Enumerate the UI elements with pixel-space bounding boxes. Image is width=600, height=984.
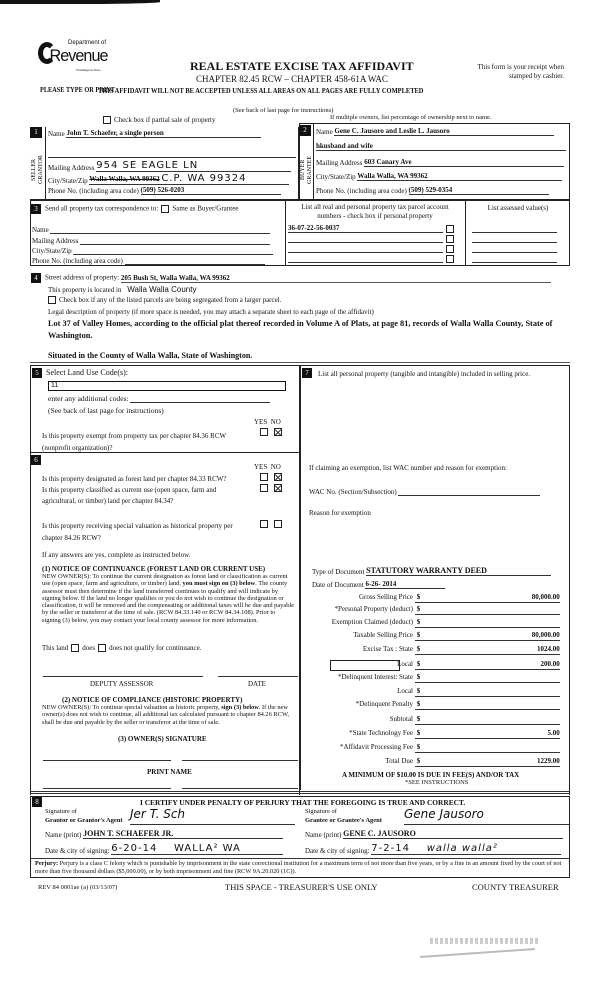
- personal-property-checkbox[interactable]: [446, 225, 454, 233]
- total-label: Taxable Selling Price: [353, 631, 413, 639]
- assessed-value[interactable]: [472, 244, 557, 253]
- seller-city[interactable]: C.P. WA 99324: [161, 173, 247, 184]
- treasurer-stamp: [430, 938, 540, 944]
- receipt-note: This form is your receipt when stamped by cashier.: [477, 63, 564, 80]
- total-label: Exemption Claimed (deduct): [331, 618, 413, 626]
- scan-smudge: [0, 0, 160, 4]
- corr-city[interactable]: [73, 246, 273, 255]
- grantee-date[interactable]: 7-2-14: [371, 843, 410, 854]
- current-use-yes-checkbox[interactable]: [260, 484, 268, 492]
- parcel-number[interactable]: [288, 244, 443, 253]
- form-title: REAL ESTATE EXCISE TAX AFFIDAVIT: [190, 59, 414, 73]
- total-label: Subtotal: [389, 715, 413, 723]
- corr-mailing[interactable]: [80, 236, 270, 245]
- total-value-field[interactable]: $ 5.00: [416, 729, 560, 737]
- parcel-number[interactable]: [288, 254, 443, 263]
- total-row: [310, 700, 560, 710]
- assessed-value[interactable]: [472, 254, 557, 263]
- grantor-date[interactable]: 6-20-14: [111, 843, 158, 854]
- additional-codes-input[interactable]: [130, 394, 270, 403]
- owner-signature-line[interactable]: [182, 760, 298, 761]
- total-row: [310, 687, 560, 697]
- dor-logo: Department of Revenue Washington State: [38, 38, 128, 80]
- personal-property-checkbox[interactable]: [446, 245, 454, 253]
- total-value-field[interactable]: $: [415, 673, 560, 683]
- grantor-name[interactable]: JOHN T. SCHAEFER JR.: [83, 829, 283, 839]
- seller-name[interactable]: John T. Schaefer, a single person: [66, 129, 261, 138]
- seller-mailing[interactable]: 954 SE EAGLE LN: [96, 160, 291, 172]
- property-county[interactable]: Walla Walla County: [127, 285, 197, 294]
- buyer-city[interactable]: Walla Walla, WA 99362: [357, 172, 562, 181]
- print-name-line[interactable]: [43, 788, 171, 789]
- total-value: 5.00: [547, 729, 560, 737]
- parcel-number[interactable]: [288, 234, 443, 243]
- corr-name[interactable]: [50, 225, 270, 234]
- total-row: [310, 618, 560, 628]
- assessed-value[interactable]: [472, 224, 557, 233]
- total-row: [310, 673, 560, 683]
- document-type[interactable]: STATUTORY WARRANTY DEED: [366, 566, 551, 576]
- buyer-name-2[interactable]: hkusband and wife: [316, 142, 566, 151]
- historic-no-checkbox[interactable]: [274, 520, 282, 528]
- total-label: Local: [397, 660, 413, 668]
- land-use-code-input[interactable]: 11: [48, 381, 286, 391]
- print-name-line[interactable]: [182, 788, 298, 789]
- total-value-field[interactable]: $ 200.00: [416, 660, 560, 668]
- local-code-box[interactable]: [330, 660, 400, 671]
- total-label: Excise Tax : State: [362, 645, 413, 653]
- notice-continuance-text: NEW OWNER(S): To continue the current designation as forest land or classification as current use (open space, farm and agriculture, or timber) land, you must sign on (3) below. The county assessor must then determine if the land transferred continues to qualify and will indicate by signing below. If the land no longer qualifies or you do not wish to continue the designation or classification, it will be removed and the compensating or additional taxes will be due and payable by the seller or transferor at the time of sale. (RCW 84.33.140 or RCW 84.34.108). Prior to signing (3) below, you may contact your local county assessor for more information.: [42, 573, 294, 624]
- total-value-field[interactable]: $ 1229.00: [416, 757, 560, 765]
- total-row: [310, 605, 560, 615]
- total-label: *Delinquent Penalty: [355, 700, 413, 708]
- total-value-field[interactable]: $ 80,000.00: [416, 631, 560, 639]
- total-value-field[interactable]: $: [415, 743, 560, 753]
- total-value-field[interactable]: $: [415, 700, 560, 710]
- total-value-field[interactable]: $: [415, 687, 560, 697]
- forest-no-checkbox[interactable]: [274, 473, 282, 481]
- exempt-yes-checkbox[interactable]: [260, 428, 268, 436]
- historic-yes-checkbox[interactable]: [260, 520, 268, 528]
- wac-number-input[interactable]: [398, 487, 540, 496]
- owner-signature-line[interactable]: [43, 760, 171, 761]
- total-row: [310, 757, 560, 767]
- total-label: Local: [397, 687, 413, 695]
- total-value: 1229.00: [537, 757, 560, 765]
- grantee-name[interactable]: GENE C. JAUSORO: [343, 829, 563, 839]
- treasurer-stamp-line: [420, 948, 535, 958]
- total-value: 1024.00: [537, 645, 560, 653]
- total-value: 200.00: [540, 660, 560, 668]
- total-row: [310, 631, 560, 641]
- personal-property-checkbox[interactable]: [446, 235, 454, 243]
- exempt-no-checkbox[interactable]: [274, 428, 282, 436]
- perjury-notice: Perjury: Perjury is a class C felony which is punishable by imprisonment in the state correctional institution for a maximum term of not more than five years, or by a fine in an amount fixed by the court of not more than five thousand dollars ($5,000.00), or by both imprisonment and fine (RCW 9A.20.020 (1C)).: [35, 860, 562, 875]
- total-label: *Delinquent Interest: State: [337, 673, 413, 681]
- total-row: [310, 715, 560, 725]
- total-value: 80,000.00: [531, 593, 560, 601]
- legal-description[interactable]: Lot 37 of Valley Homes, according to the official plat thereof recorded in Volume A of Plats, at page 81, records of Walla Walla County, State of Washington.: [48, 319, 553, 340]
- total-label: Gross Selling Price: [358, 593, 413, 601]
- total-row: [310, 743, 560, 753]
- segregated-checkbox[interactable]: [48, 296, 56, 304]
- total-label: *State Technology Fee: [349, 729, 413, 737]
- total-value-field[interactable]: $ 80,000.00: [416, 593, 560, 601]
- total-value-field[interactable]: $ 1024.00: [416, 645, 560, 653]
- current-use-no-checkbox[interactable]: [274, 484, 282, 492]
- corr-phone[interactable]: [125, 256, 265, 265]
- form-warning: THIS AFFIDAVIT WILL NOT BE ACCEPTED UNLESS ALL AREAS ON ALL PAGES ARE FULLY COMPLETED: [98, 86, 424, 95]
- total-row: [310, 645, 560, 655]
- grantor-signature[interactable]: Jer T. Sch: [130, 807, 295, 825]
- total-label: *Personal Property (deduct): [334, 605, 413, 613]
- land-does-checkbox[interactable]: [71, 644, 79, 652]
- partial-sale-checkbox[interactable]: [103, 116, 111, 124]
- total-row: [310, 729, 560, 739]
- buyer-mailing[interactable]: 603 Canary Ave: [364, 158, 564, 167]
- buyer-name[interactable]: Gene C. Jausoro and Leslie L. Jausoro: [334, 127, 554, 136]
- notice-compliance-text: NEW OWNER(S): To continue special valuation as historic property, sign (3) below. If the new owner(s) does not wish to continue, all additional tax calculated pursuant to chapter 84.26 RCW, shall be due and payable by the seller or transferor at the time of sale.: [42, 704, 289, 726]
- personal-property-checkbox[interactable]: [446, 255, 454, 263]
- total-value-field[interactable]: $: [415, 605, 560, 615]
- total-value: 80,000.00: [531, 631, 560, 639]
- total-value-field[interactable]: $: [415, 618, 560, 628]
- parcel-number[interactable]: 36-07-22-56-0037: [288, 224, 443, 233]
- forest-yes-checkbox[interactable]: [260, 473, 268, 481]
- buyer-phone[interactable]: (509) 529-0354: [409, 186, 549, 195]
- seller-phone[interactable]: (509) 526-0203: [141, 186, 281, 195]
- same-as-buyer-checkbox[interactable]: [161, 205, 169, 213]
- total-label: *Affidavit Processing Fee: [340, 743, 413, 751]
- total-value-field[interactable]: $: [415, 715, 560, 725]
- grantee-signature[interactable]: Gene Jausoro: [404, 807, 569, 825]
- form-chapter: CHAPTER 82.45 RCW – CHAPTER 458-61A WAC: [196, 74, 388, 84]
- document-date[interactable]: 6-26- 2014: [365, 580, 445, 589]
- total-row: [310, 593, 560, 603]
- please-type: PLEASE TYPE OR PRINT: [40, 86, 115, 94]
- grantee-city[interactable]: walla walla²: [426, 843, 498, 854]
- land-does-not-checkbox[interactable]: [98, 644, 106, 652]
- assessed-value[interactable]: [472, 234, 557, 243]
- property-street[interactable]: 205 Bush St, Walla Walla, WA 99362: [121, 274, 551, 283]
- grantor-city[interactable]: WALLA² WA: [174, 843, 241, 854]
- total-label: Total Due: [385, 757, 413, 765]
